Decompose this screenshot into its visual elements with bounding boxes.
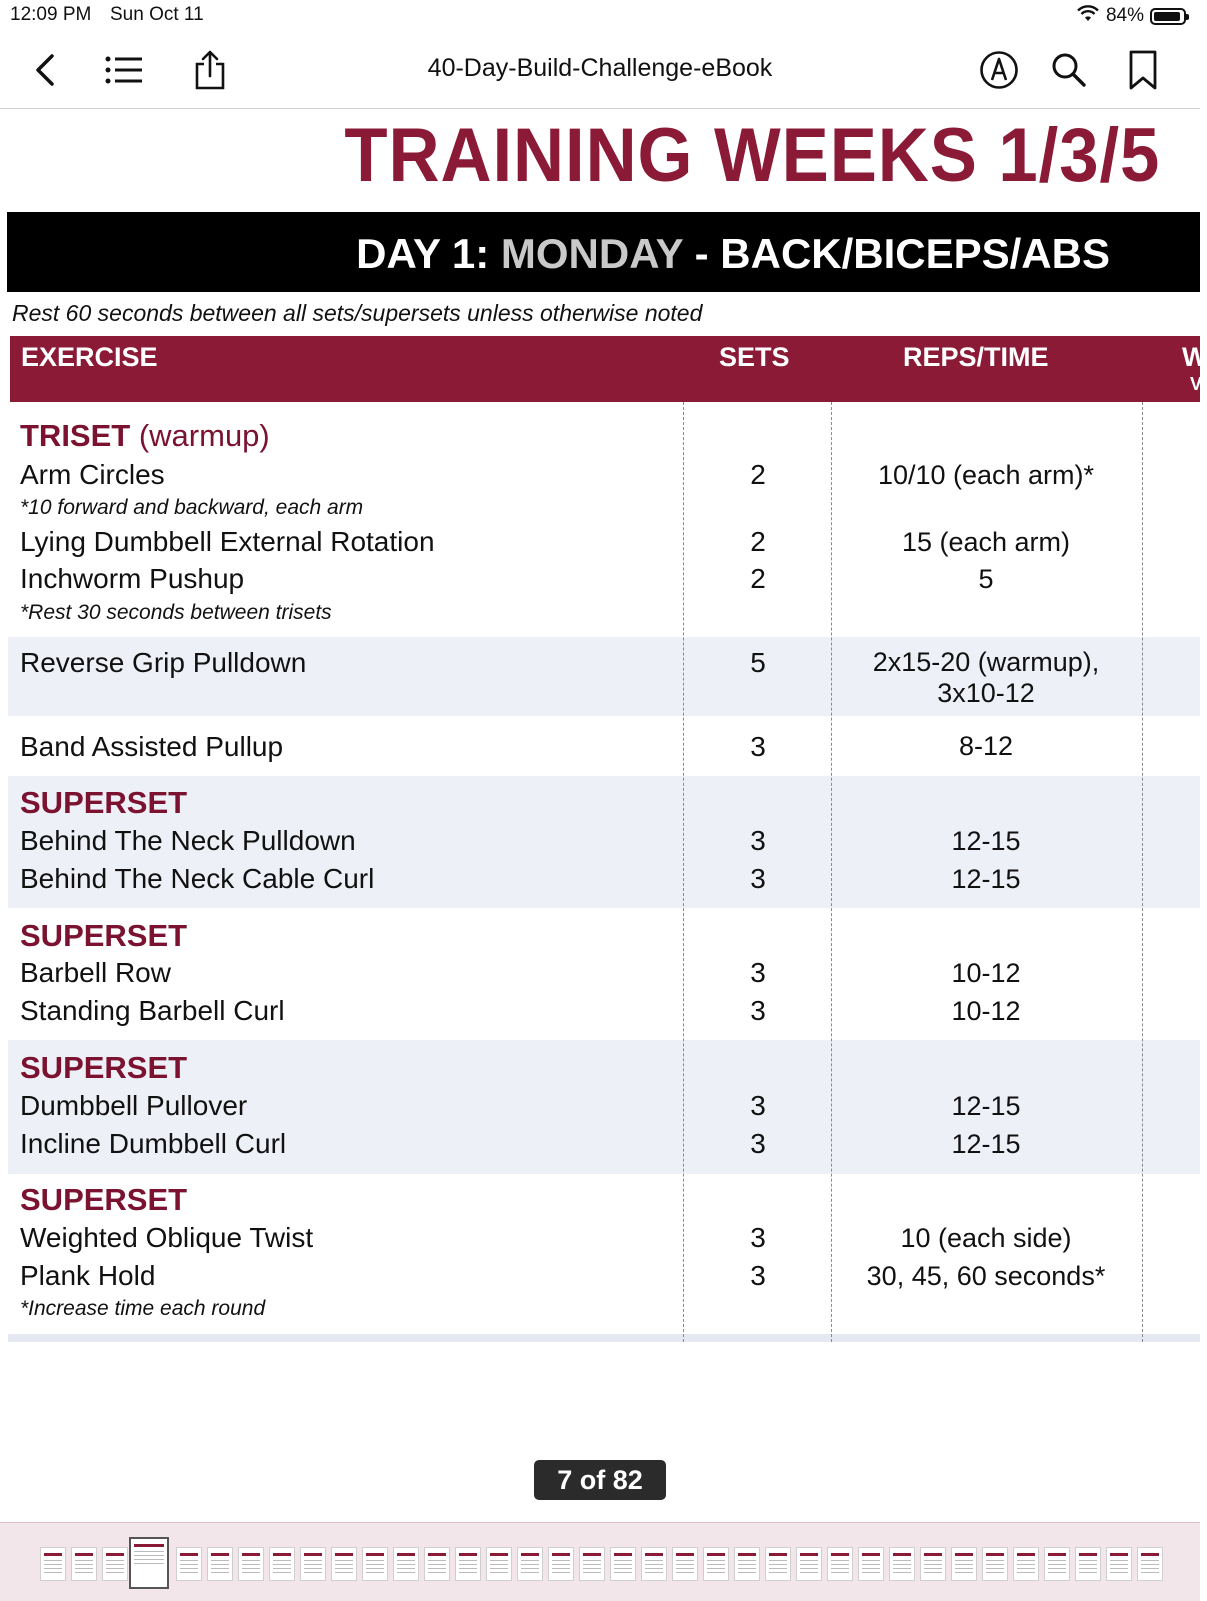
page-thumbnail[interactable]: [362, 1547, 388, 1581]
exercise-name: Behind The Neck Pulldown: [20, 825, 356, 856]
table-header: [10, 336, 1207, 402]
page-thumbnail[interactable]: [920, 1547, 946, 1581]
exercise-reps: 10 (each side): [900, 1223, 1072, 1253]
exercise-name: Inchworm Pushup: [20, 563, 245, 594]
exercise-name: Reverse Grip Pulldown: [20, 647, 307, 678]
exercise-name: Standing Barbell Curl: [20, 995, 285, 1026]
page-thumbnail[interactable]: [486, 1547, 512, 1581]
page-thumbnail[interactable]: [765, 1547, 791, 1581]
group-label-text: TRISET: [20, 418, 131, 453]
group-label: SUPERSET: [20, 1182, 188, 1217]
exercise-sets: 3: [750, 863, 766, 894]
page-thumbnail-strip[interactable]: [0, 1522, 1200, 1601]
page-thumbnail[interactable]: [1106, 1547, 1132, 1581]
page-thumbnail[interactable]: [982, 1547, 1008, 1581]
rest-note: Rest 60 seconds between all sets/supersets unless otherwise noted: [12, 300, 703, 326]
group-label: SUPERSET: [20, 918, 188, 953]
page-thumbnail[interactable]: [102, 1547, 128, 1581]
page-thumbnail[interactable]: [300, 1547, 326, 1581]
day-prefix: DAY 1:: [356, 230, 501, 277]
status-right: [1076, 4, 1186, 28]
exercise-reps: 12-15: [951, 1129, 1021, 1159]
status-bar: [0, 0, 1200, 30]
exercise-reps: 12-15: [951, 864, 1021, 894]
battery-percent: 84%: [1105, 5, 1144, 26]
exercise-reps: 2x15-20 (warmup),: [872, 647, 1100, 677]
exercise-sets: 3: [750, 995, 766, 1026]
exercise-sets: 3: [750, 1128, 766, 1159]
status-date: Sun Oct 11: [110, 4, 204, 25]
exercise-reps: 10-12: [951, 996, 1021, 1026]
exercise-name: Lying Dumbbell External Rotation: [20, 526, 435, 557]
page-indicator: 7 of 82: [534, 1460, 666, 1500]
page-thumbnail[interactable]: [703, 1547, 729, 1581]
group-label-suffix: (warmup): [130, 418, 270, 453]
page-thumbnail[interactable]: [207, 1547, 233, 1581]
day-banner: [7, 212, 1200, 292]
page-thumbnail[interactable]: [610, 1547, 636, 1581]
exercise-sets: 3: [750, 1222, 766, 1253]
day-focus: - BACK/BICEPS/ABS: [682, 230, 1110, 277]
group-label: SUPERSET: [20, 785, 188, 820]
column-divider: [1142, 402, 1143, 1342]
exercise-name: Weighted Oblique Twist: [20, 1222, 314, 1253]
page-thumbnail[interactable]: [393, 1547, 419, 1581]
exercise-name: Barbell Row: [20, 957, 171, 988]
page-thumbnail[interactable]: [1013, 1547, 1039, 1581]
header-sets: SETS: [719, 342, 790, 372]
page-thumbnail[interactable]: [889, 1547, 915, 1581]
exercise-note: *Increase time each round: [20, 1297, 266, 1320]
document-title: 40-Day-Build-Challenge-eBook: [427, 54, 773, 82]
page-thumbnail[interactable]: [672, 1547, 698, 1581]
exercise-name: Band Assisted Pullup: [20, 731, 284, 762]
exercise-sets: 2: [750, 526, 766, 557]
page-thumbnail[interactable]: [951, 1547, 977, 1581]
exercise-sets: 3: [750, 1090, 766, 1121]
page-title: TRAINING WEEKS 1/3/5: [344, 113, 1160, 198]
page-thumbnail[interactable]: [269, 1547, 295, 1581]
page-thumbnail[interactable]: [238, 1547, 264, 1581]
page-thumbnail[interactable]: [1075, 1547, 1101, 1581]
page-thumbnail[interactable]: [548, 1547, 574, 1581]
exercise-sets: 3: [750, 957, 766, 988]
exercise-reps: 10/10 (each arm)*: [877, 460, 1095, 490]
exercise-sets: 3: [750, 1260, 766, 1291]
exercise-reps: 10-12: [951, 958, 1021, 988]
page-thumbnail[interactable]: [1137, 1547, 1163, 1581]
page-thumbnail[interactable]: [579, 1547, 605, 1581]
exercise-reps: 12-15: [951, 1091, 1021, 1121]
page-thumbnail[interactable]: [331, 1547, 357, 1581]
exercise-reps-line2: 3x10-12: [937, 678, 1035, 708]
markup-icon[interactable]: [979, 50, 1019, 90]
group-label: SUPERSET: [20, 1050, 188, 1085]
page-thumbnail[interactable]: [827, 1547, 853, 1581]
search-icon[interactable]: [1049, 50, 1089, 90]
page-thumbnail[interactable]: [641, 1547, 667, 1581]
page-thumbnail[interactable]: [71, 1547, 97, 1581]
battery-icon: [1150, 8, 1186, 25]
exercise-sets: 2: [750, 563, 766, 594]
page-thumbnail[interactable]: [455, 1547, 481, 1581]
table-bottom-edge: [8, 1334, 1200, 1342]
status-time: 12:09 PM: [10, 4, 92, 25]
page-thumbnail[interactable]: [424, 1547, 450, 1581]
exercise-name: Dumbbell Pullover: [20, 1090, 248, 1121]
exercise-name: Plank Hold: [20, 1260, 156, 1291]
page-thumbnail[interactable]: [796, 1547, 822, 1581]
wifi-icon: [1076, 4, 1100, 28]
exercise-sets: 3: [750, 825, 766, 856]
exercise-sets: 5: [750, 647, 766, 678]
exercise-reps: 15 (each arm): [901, 527, 1071, 557]
page-thumbnail[interactable]: [40, 1547, 66, 1581]
exercise-reps: 30, 45, 60 seconds*: [866, 1261, 1106, 1291]
page-thumbnail[interactable]: [858, 1547, 884, 1581]
exercise-name: Incline Dumbbell Curl: [20, 1128, 287, 1159]
page-thumbnail[interactable]: [517, 1547, 543, 1581]
exercise-name: Behind The Neck Cable Curl: [20, 863, 375, 894]
reader-toolbar: [0, 30, 1200, 109]
day-heading: [356, 230, 1110, 278]
exercise-sets: 3: [750, 731, 766, 762]
group-label: [20, 418, 270, 454]
exercise-reps: 12-15: [951, 826, 1021, 856]
exercise-note: *Rest 30 seconds between trisets: [20, 601, 332, 624]
day-name: MONDAY: [500, 230, 683, 277]
column-divider: [683, 402, 684, 1342]
header-reps: REPS/TIME: [903, 342, 1049, 372]
page-thumbnail[interactable]: [734, 1547, 760, 1581]
exercise-sets: 2: [750, 459, 766, 490]
header-partial: W: [1182, 342, 1207, 372]
exercise-note: *10 forward and backward, each arm: [20, 496, 364, 519]
exercise-name: Arm Circles: [20, 459, 165, 490]
page-thumbnail[interactable]: [176, 1547, 202, 1581]
exercise-reps: 8-12: [958, 731, 1014, 761]
exercise-reps: 5: [978, 564, 994, 594]
page-thumbnail[interactable]: [1044, 1547, 1070, 1581]
header-partial-2: V: [1190, 374, 1203, 394]
bookmark-icon[interactable]: [1123, 50, 1163, 90]
header-exercise: EXERCISE: [21, 342, 158, 372]
page-thumbnail-selected[interactable]: [129, 1537, 169, 1589]
